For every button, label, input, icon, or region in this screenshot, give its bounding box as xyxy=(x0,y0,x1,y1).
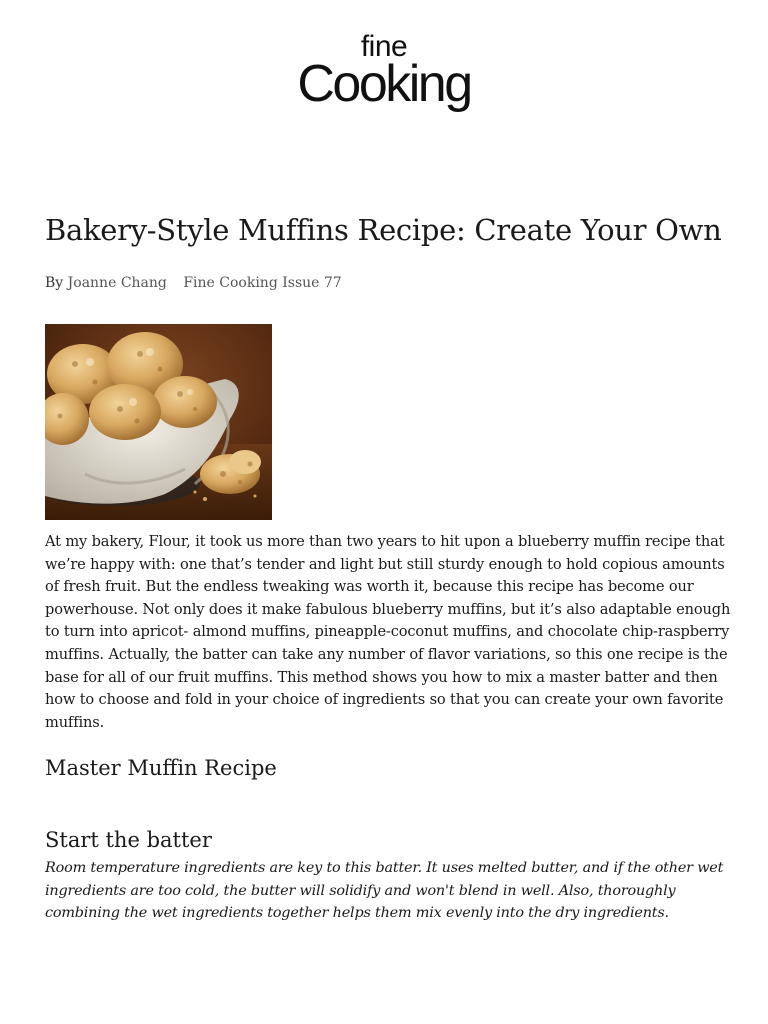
issue-link[interactable]: Fine Cooking Issue 77 xyxy=(183,275,342,291)
step-description: Room temperature ingredients are key to this batter. It uses melted butter, and if the other wet ingredients are too cold, the butter will solidify and won't blend in well. Also, thoroughly combining the wet ingredients together helps them mix evenly into the dry ingredients. xyxy=(45,860,724,922)
article-title: Bakery-Style Muffins Recipe: Create Your Own xyxy=(45,213,722,247)
step-heading: Start the batter xyxy=(45,828,212,852)
intro-paragraph: At my bakery, Flour, it took us more than two years to hit upon a blueberry muffin recipe that we’re happy with: one that’s tender and light but still sturdy enough to hold copious amounts of fresh fruit. But the endless tweaking was worth it, because this recipe has become our powerhouse. Not only does it make fabulous blueberry muffins, but it’s also adaptable enough to turn into apricot- almond muffins, pineapple-coconut muffins, and chocolate chip-raspberry muffins. Actually, the batter can take any number of flavor variations, so this one recipe is the base for all of our fruit muffins. This method shows you how to mix a master batter and then how to choose and fold in your choice of ingredients so that you can create your own favorite muffins. xyxy=(45,533,731,731)
logo-cooking: Cooking xyxy=(297,55,471,113)
muffin-basket-photo xyxy=(45,324,272,520)
author-link[interactable]: Joanne Chang xyxy=(67,275,167,291)
site-logo[interactable] xyxy=(0,28,768,118)
logo-wordmark xyxy=(274,28,494,114)
logo-fine: fine xyxy=(360,30,408,63)
byline-prefix: By xyxy=(45,275,64,291)
section-heading: Master Muffin Recipe xyxy=(45,756,277,780)
byline xyxy=(45,273,342,293)
